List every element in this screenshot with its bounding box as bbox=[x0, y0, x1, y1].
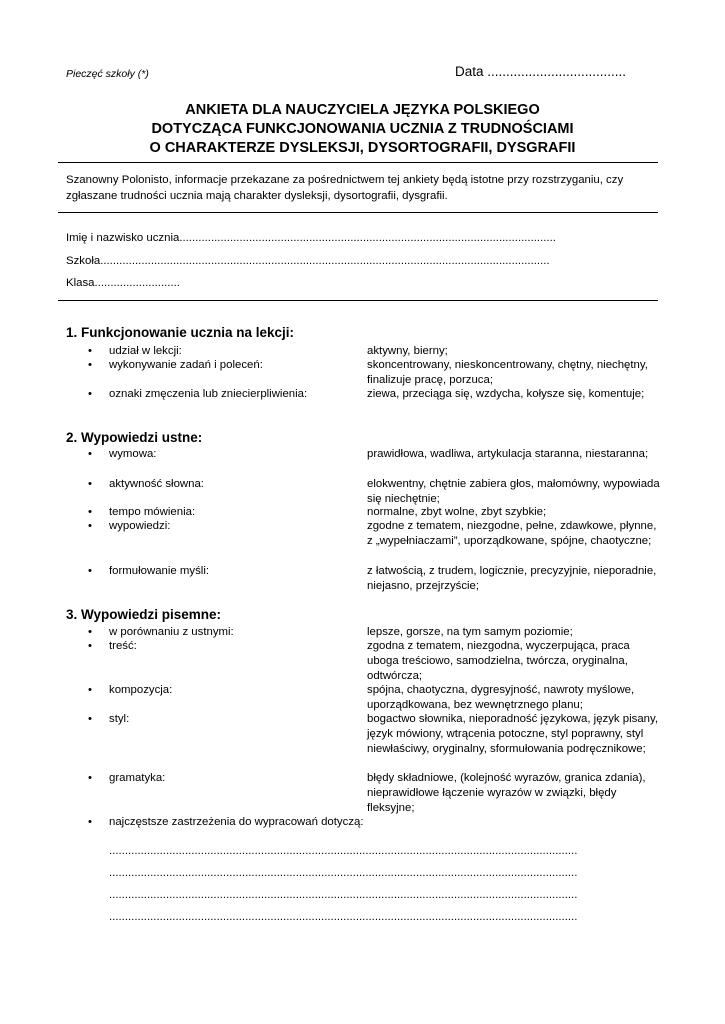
item-label: udział w lekcji: bbox=[109, 345, 182, 357]
item-label: gramatyka: bbox=[109, 772, 166, 784]
bullet: • bbox=[88, 448, 92, 460]
date-field[interactable]: Data ..................................... bbox=[455, 64, 627, 79]
bullet: • bbox=[88, 345, 92, 357]
divider-bottom bbox=[58, 300, 658, 301]
section-title: 1. Funkcjonowanie ucznia na lekcji: bbox=[66, 325, 295, 340]
item-label: kompozycja: bbox=[109, 684, 173, 696]
item-value: elokwentny, chętnie zabiera głos, małomówny, wypowiada się niechętnie; bbox=[367, 478, 660, 505]
item-label: aktywność słowna: bbox=[109, 478, 204, 490]
answer-line[interactable]: .................................................................................................................................................... bbox=[109, 911, 578, 923]
bullet: • bbox=[88, 506, 92, 518]
bullet: • bbox=[88, 359, 92, 371]
divider-top bbox=[58, 162, 658, 163]
item-label: najczęstsze zastrzeżenia do wypracowań dotyczą: bbox=[109, 816, 364, 828]
intro-text: Szanowny Polonisto, informacje przekazane za pośrednictwem tej ankiety będą istotne przy rozstrzyganiu, czy zgłaszane trudności ucznia mają charakter dysleksji, dysortografii, dysgrafii. bbox=[66, 174, 624, 202]
item-label: wymowa: bbox=[109, 448, 157, 460]
bullet: • bbox=[88, 772, 92, 784]
item-value: lepsze, gorsze, na tym samym poziomie; bbox=[367, 626, 573, 638]
item-label: treść: bbox=[109, 640, 137, 652]
item-value: bogactwo słownika, nieporadność językowa, język pisany, język mówiony, wtrącenia potoczne, styl poprawny, styl niewłaściwy, oryginalny, sformułowania podręcznikowe; bbox=[367, 713, 659, 755]
title-line-2: DOTYCZĄCA FUNKCJONOWANIA UCZNIA Z TRUDNOŚCIAMI bbox=[151, 121, 574, 137]
item-label: tempo mówienia: bbox=[109, 506, 196, 518]
item-value: błędy składniowe, (kolejność wyrazów, granica zdania), nieprawidłowe łączenie wyrazów w związki, błędy fleksyjne; bbox=[367, 772, 646, 814]
item-value: prawidłowa, wadliwa, artykulacja staranna, niestaranna; bbox=[367, 448, 649, 460]
item-label: wykonywanie zadań i poleceń: bbox=[109, 359, 263, 371]
school-field[interactable]: Szkoła.............................................................................................................................................. bbox=[66, 255, 550, 267]
item-value: spójna, chaotyczna, dygresyjność, nawroty myślowe, uporządkowana, bez wewnętrznego planu; bbox=[367, 684, 635, 711]
class-field[interactable]: Klasa........................... bbox=[66, 277, 180, 289]
school-stamp-label: Pieczęć szkoły (*) bbox=[66, 68, 149, 80]
item-value: skoncentrowany, nieskoncentrowany, chętny, niechętny, finalizuje pracę, porzuca; bbox=[367, 359, 648, 386]
item-value: z łatwością, z trudem, logicznie, precyzyjnie, nieporadnie, niejasno, przejrzyście; bbox=[367, 565, 657, 592]
bullet: • bbox=[88, 478, 92, 490]
item-value: normalne, zbyt wolne, zbyt szybkie; bbox=[367, 506, 547, 518]
bullet: • bbox=[88, 640, 92, 652]
bullet: • bbox=[88, 565, 92, 577]
bullet: • bbox=[88, 684, 92, 696]
section-title: 2. Wypowiedzi ustne: bbox=[66, 430, 203, 445]
section-title: 3. Wypowiedzi pisemne: bbox=[66, 607, 222, 622]
student-name-field[interactable]: Imię i nazwisko ucznia....................................................................................................................... bbox=[66, 232, 556, 244]
bullet: • bbox=[88, 388, 92, 400]
item-value: ziewa, przeciąga się, wzdycha, kołysze się, komentuje; bbox=[367, 388, 645, 400]
bullet: • bbox=[88, 816, 92, 828]
item-label: wypowiedzi: bbox=[109, 520, 171, 532]
item-label: formułowanie myśli: bbox=[109, 565, 210, 577]
item-value: zgodna z tematem, niezgodna, wyczerpująca, praca uboga treściowo, samodzielna, twórcza, oryginalna, odtwórcza; bbox=[367, 640, 630, 682]
answer-line[interactable]: .................................................................................................................................................... bbox=[109, 845, 578, 857]
item-label: styl: bbox=[109, 713, 130, 725]
bullet: • bbox=[88, 713, 92, 725]
item-value: aktywny, bierny; bbox=[367, 345, 448, 357]
item-value: zgodne z tematem, niezgodne, pełne, zdawkowe, płynne, z „wypełniaczami”, uporządkowane, spójne, chaotyczne; bbox=[367, 520, 657, 547]
bullet: • bbox=[88, 520, 92, 532]
item-label: oznaki zmęczenia lub zniecierpliwienia: bbox=[109, 388, 308, 400]
answer-line[interactable]: .................................................................................................................................................... bbox=[109, 867, 578, 879]
answer-line[interactable]: .................................................................................................................................................... bbox=[109, 889, 578, 901]
document-title bbox=[60, 101, 665, 158]
bullet: • bbox=[88, 626, 92, 638]
title-line-3: O CHARAKTERZE DYSLEKSJI, DYSORTOGRAFII, DYSGRAFII bbox=[149, 140, 576, 156]
title-line-1: ANKIETA DLA NAUCZYCIELA JĘZYKA POLSKIEGO bbox=[185, 102, 540, 118]
divider-middle bbox=[58, 212, 658, 213]
item-label: w porównaniu z ustnymi: bbox=[109, 626, 234, 638]
